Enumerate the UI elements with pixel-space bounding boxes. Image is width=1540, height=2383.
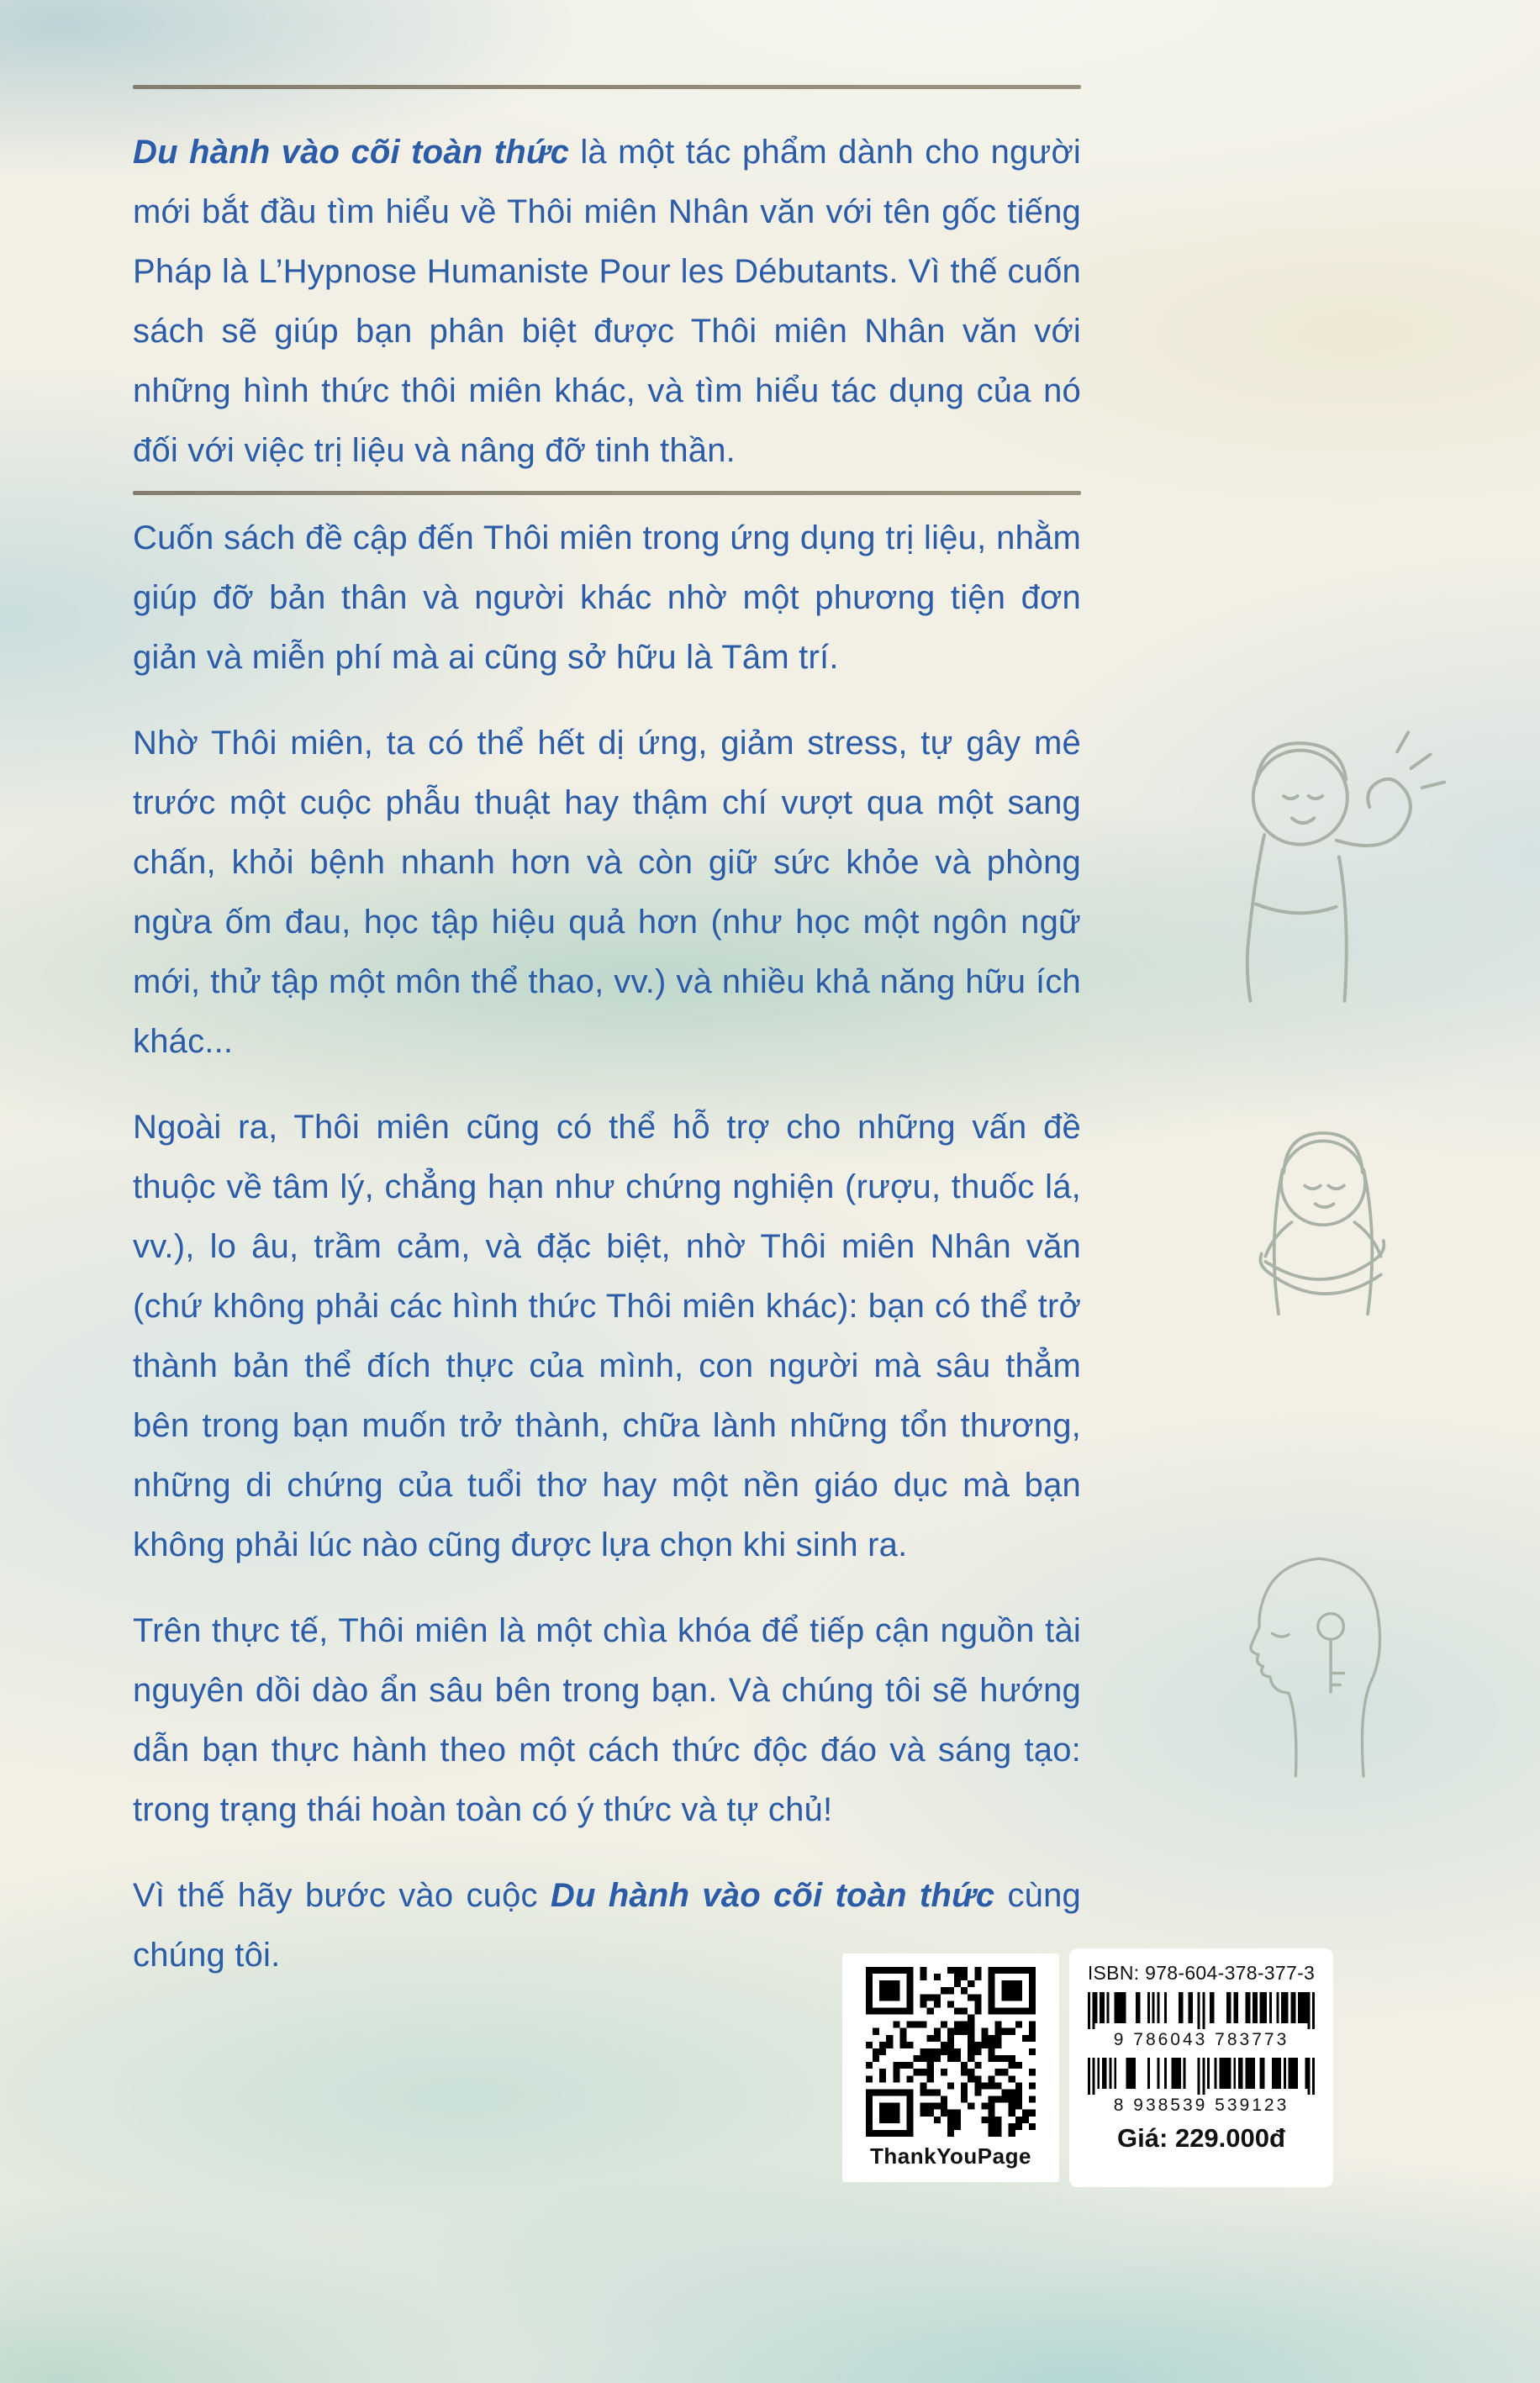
self-hug-figure-icon: [1192, 1108, 1454, 1397]
barcode-product: [1088, 2058, 1315, 2095]
qr-code: [866, 1967, 1036, 2137]
paragraph-intro: [133, 123, 1081, 481]
barcode-isbn: [1088, 1992, 1315, 2029]
qr-card: [842, 1953, 1059, 2182]
paragraph-closing-post: cùng chúng tôi.: [133, 1877, 1081, 1974]
head-with-key-icon: [1204, 1540, 1427, 1797]
paragraph-benefits: Nhờ Thôi miên, ta có thể hết dị ứng, giảm stress, tự gây mê trước một cuộc phẫu thuật hay thậm chí vượt qua một sang chấn, khỏi bệnh nhanh hơn và còn giữ sức khỏe và phòng ngừa ốm đau, học tập hiệu quả hơn (như học một ngôn ngữ mới, thử tập một môn thể thao, vv.) và nhiều khả năng hữu ích khác...: [133, 725, 1081, 1060]
book-title-inline-2: Du hành vào cõi toàn thức: [550, 1877, 995, 1914]
book-title-inline: Du hành vào cõi toàn thức: [133, 134, 570, 171]
paragraph-intro-text: là một tác phẩm dành cho người mới bắt đầu tìm hiểu về Thôi miên Nhân văn với tên gốc tiếng Pháp là L’Hypnose Humaniste Pour les Débutants. Vì thế cuốn sách sẽ giúp bạn phân biệt được Thôi miên Nhân văn với những hình thức thôi miên khác, và tìm hiểu tác dụng của nó đối với việc trị liệu và nâng đỡ tinh thần.: [133, 134, 1081, 469]
divider-top: [133, 85, 1081, 89]
isbn-number: ISBN: 978-604-378-377-3: [1087, 1962, 1316, 1984]
price: Giá: 229.000đ: [1117, 2123, 1285, 2153]
paragraph-psychology: Ngoài ra, Thôi miên cũng có thể hỗ trợ cho những vấn đề thuộc về tâm lý, chẳng hạn như chứng nghiện (rượu, thuốc lá, vv.), lo âu, trầm cảm, và đặc biệt, nhờ Thôi miên Nhân văn (chứ không phải các hình thức Thôi miên khác): bạn có thể trở thành bản thể đích thực của mình, con người mà sâu thẳm bên trong bạn muốn trở thành, chữa lành những tổn thương, những di chứng của tuổi thơ hay một nền giáo dục mà bạn không phải lúc nào cũng được lựa chọn khi sinh ra.: [133, 1109, 1081, 1563]
paragraph-closing-pre: Vì thế hãy bước vào cuộc: [133, 1877, 551, 1914]
paragraph-key: Trên thực tế, Thôi miên là một chìa khóa để tiếp cận nguồn tài nguyên dồi dào ẩn sâu bên trong bạn. Và chúng tôi sẽ hướng dẫn bạn thực hành theo một cách thức độc đáo và sáng tạo: trong trạng thái hoàn toàn có ý thức và tự chủ!: [133, 1612, 1081, 1828]
isbn-card: [1069, 1948, 1333, 2187]
divider-middle: [133, 491, 1081, 495]
qr-label: ThankYouPage: [870, 2143, 1031, 2169]
barcode-product-digits: 8 938539 539123: [1113, 2096, 1289, 2115]
strength-figure-icon: [1173, 721, 1450, 1012]
paragraph-therapy: Cuốn sách đề cập đến Thôi miên trong ứng dụng trị liệu, nhằm giúp đỡ bản thân và người khác nhờ một phương tiện đơn giản và miễn phí mà ai cũng sở hữu là Tâm trí.: [133, 519, 1081, 676]
barcode-isbn-digits: 9 786043 783773: [1113, 2030, 1289, 2049]
blurb-text-block: [133, 85, 1081, 2011]
